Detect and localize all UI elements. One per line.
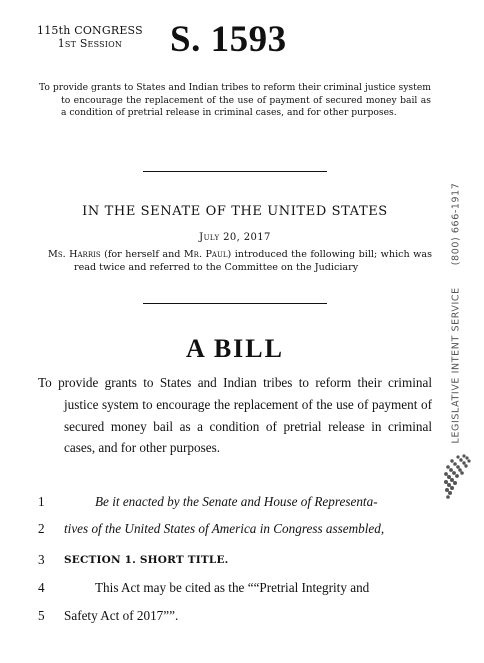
congress-line: 115th CONGRESS xyxy=(37,24,143,37)
service-stamp xyxy=(451,182,462,443)
sponsor-name: Ms. Harris xyxy=(48,249,101,260)
bill-line xyxy=(38,580,432,602)
line-number: 5 xyxy=(38,608,45,623)
introduction-statement xyxy=(48,248,432,274)
bill-line xyxy=(38,494,432,516)
sidebar-watermark xyxy=(447,180,465,445)
short-title-text: This Act may be cited as the ““Pretrial Integrity and xyxy=(95,580,370,595)
service-phone: (800) 666-1917 xyxy=(450,182,462,265)
line-number: 4 xyxy=(38,580,45,595)
section-heading: SECTION 1. SHORT TITLE. xyxy=(64,554,229,566)
bill-label: A BILL xyxy=(186,334,284,363)
session-line: 1st Session xyxy=(57,37,123,50)
service-name: LEGISLATIVE INTENT SERVICE xyxy=(450,286,462,443)
introduction-date: July 20, 2017 xyxy=(199,232,271,243)
bill-line xyxy=(38,552,432,574)
enacting-clause-continued: tives of the United States of America in Congress assembled, xyxy=(64,521,385,536)
line-number: 1 xyxy=(38,494,45,509)
divider xyxy=(143,303,327,304)
senate-heading: IN THE SENATE OF THE UNITED STATES xyxy=(82,204,388,219)
congress-session xyxy=(37,24,143,50)
bill-line xyxy=(38,521,432,543)
summary-purpose: To provide grants to States and Indian tribes to reform their criminal justice system to encourage the replacement of the use of payment of secured money bail as a condition of pretrial release in criminal cases, and for other purposes. xyxy=(39,82,431,118)
bill-line xyxy=(38,608,432,630)
main-purpose: To provide grants to States and Indian tribes to reform their criminal justice system to encourage the replacement of the use of payment of secured money bail as a condition of pretrial release in criminal cases, and for other purposes. xyxy=(38,375,432,456)
introduction-rest: ) introduced the following bill; which was read twice and referred to the Committee on the Judiciary xyxy=(74,249,432,273)
enacting-clause: Be it enacted by the Senate and House of Representa- xyxy=(95,494,378,509)
divider xyxy=(143,171,327,172)
line-number: 3 xyxy=(38,552,45,567)
bill-number: S. 1593 xyxy=(170,19,287,60)
dot-arc-logo-icon xyxy=(442,452,472,500)
line-number: 2 xyxy=(38,521,45,536)
cosponsor-prefix: (for herself and xyxy=(100,249,184,260)
cosponsor-name: Mr. Paul xyxy=(183,249,228,260)
short-title-text-continued: Safety Act of 2017””. xyxy=(64,608,179,623)
